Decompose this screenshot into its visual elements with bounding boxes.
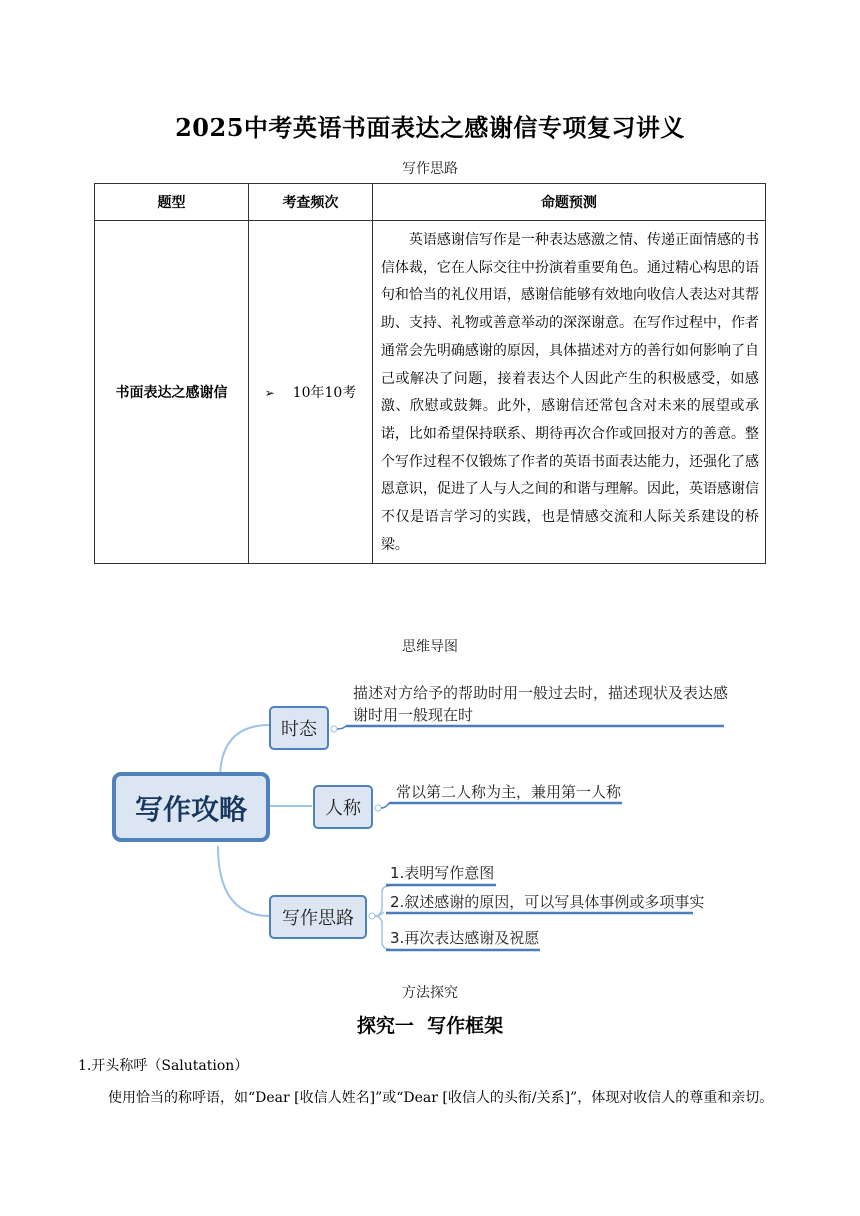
- section-caption-mind-map: 思维导图: [402, 639, 458, 655]
- node-tense-label: 时态: [281, 719, 317, 740]
- table-header-prediction: 命题预测: [372, 184, 765, 221]
- table-header-type: 题型: [95, 184, 249, 221]
- node-person-label: 人称: [325, 798, 361, 819]
- salutation-heading: 1.开头称呼（Salutation）: [78, 1058, 249, 1074]
- cell-frequency: [249, 221, 373, 564]
- central-node: [114, 774, 268, 840]
- connector-dot-icon: [331, 726, 337, 732]
- connector-dot-icon: [369, 913, 375, 919]
- info-table: [94, 183, 766, 564]
- tense-text-line-2: 谢时用一般现在时: [353, 706, 474, 724]
- document-title: 2025中考英语书面表达之感谢信专项复习讲义: [175, 113, 685, 142]
- tense-text-line-1: 描述对方给予的帮助时用一般过去时，描述现状及表达感: [353, 684, 729, 702]
- person-text: 常以第二人称为主，兼用第一人称: [396, 783, 622, 801]
- branch-connector-ideas: [218, 846, 270, 916]
- node-ideas-label: 写作思路: [282, 908, 354, 929]
- salutation-paragraph: 使用恰当的称呼语，如“Dear [收信人姓名]”或“Dear [收信人的头衔/关系]”，体现对收信人的尊重和亲切。: [108, 1090, 774, 1106]
- central-node-label: 写作攻略: [134, 793, 248, 826]
- section-heading: 探究一 写作框架: [356, 1015, 504, 1037]
- mind-map: [100, 670, 740, 960]
- arrow-bullet-icon: ➢: [264, 386, 275, 401]
- section-caption-method: 方法探究: [402, 985, 458, 1001]
- ideas-item-3: 3.再次表达感谢及祝愿: [390, 929, 540, 947]
- cell-type: 书面表达之感谢信: [95, 221, 249, 564]
- cell-prediction: 英语感谢信写作是一种表达感激之情、传递正面情感的书信体裁，它在人际交往中扮演着重要角色。通过精心构思的语句和恰当的礼仪用语，感谢信能够有效地向收信人表达对其帮助、支持、礼物或善意举动的深深谢意。在写作过程中，作者通常会先明确感谢的原因，具体描述对方的善行如何影响了自己或解决了问题，接着表达个人因此产生的积极感受，如感激、欣慰或鼓舞。此外，感谢信还常包含对未来的展望或承诺，比如希望保持联系、期待再次合作或回报对方的善意。整个写作过程不仅锻炼了作者的英语书面表达能力，还强化了感恩意识，促进了人与人之间的和谐与理解。因此，英语感谢信不仅是语言学习的实践，也是情感交流和人际关系建设的桥梁。: [372, 221, 765, 564]
- table-header-frequency: 考查频次: [249, 184, 373, 221]
- node-writing-ideas: [270, 864, 704, 950]
- node-person: [314, 783, 622, 828]
- branch-connector-tense: [220, 725, 270, 775]
- section-caption-writing-ideas: 写作思路: [402, 161, 458, 177]
- node-tense: [270, 684, 728, 749]
- table-header-row: [95, 184, 766, 221]
- connector-dot-icon: [375, 805, 381, 811]
- ideas-item-2: 2.叙述感谢的原因，可以写具体事例或多项事实: [390, 893, 705, 911]
- frequency-value: 10年10考: [292, 385, 357, 402]
- table-row: [95, 221, 766, 564]
- ideas-item-1: 1.表明写作意图: [390, 864, 495, 882]
